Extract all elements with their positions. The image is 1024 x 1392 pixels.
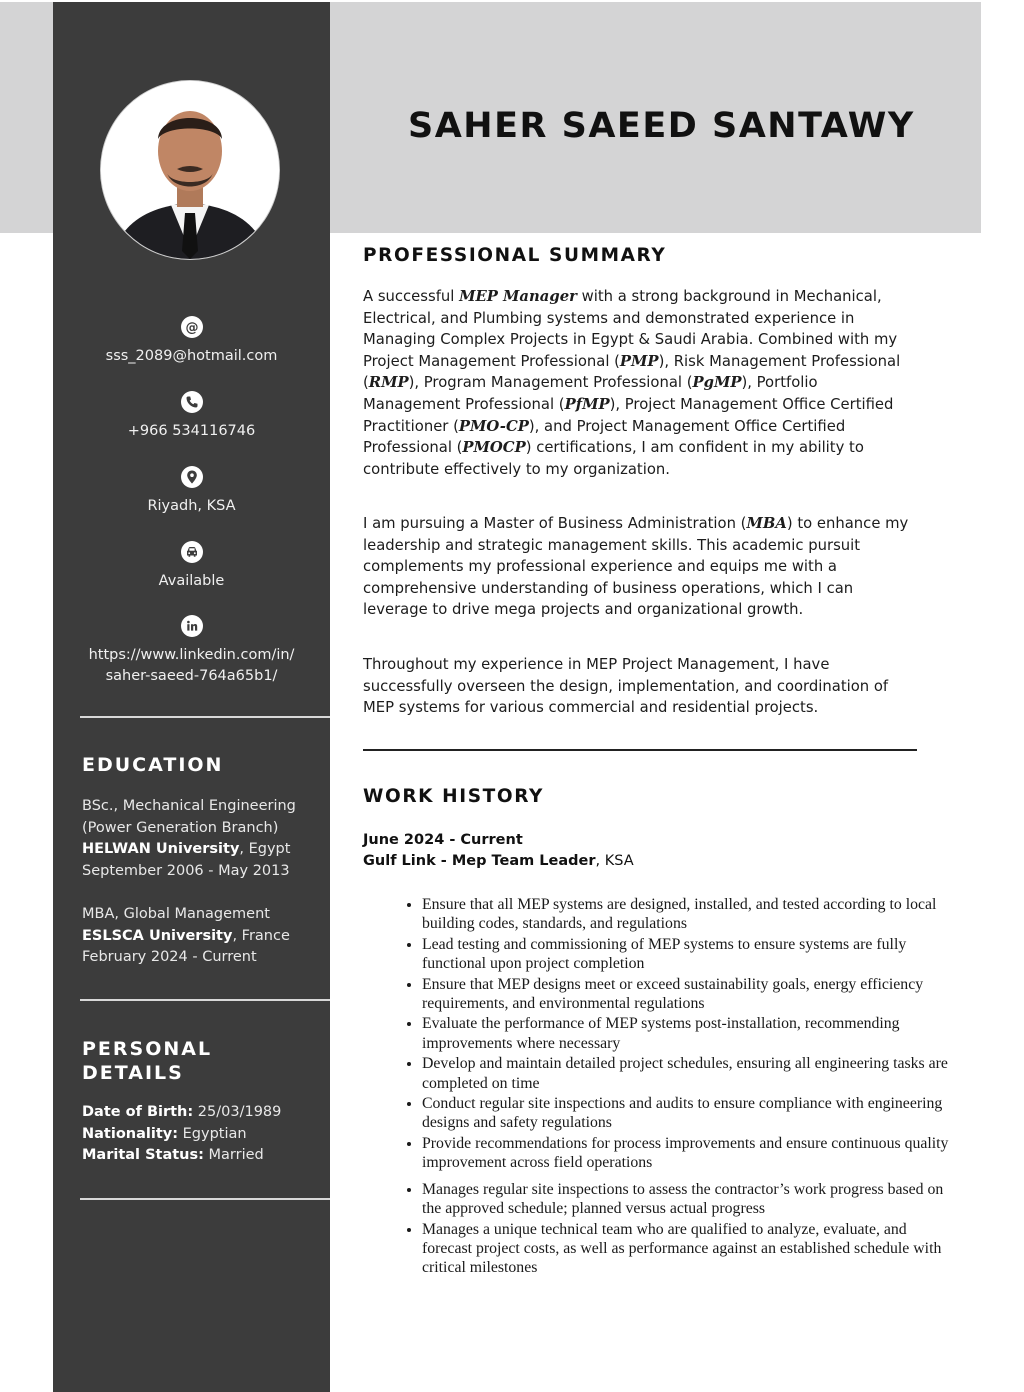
phone-text[interactable]: +966 534116746 — [127, 423, 256, 439]
list-item: • Conduct regular site inspections and audits to ensure compliance with engineering designs and safety regulations — [422, 1094, 957, 1133]
degree-line: MBA, Global Management — [82, 906, 270, 922]
list-item: • Lead testing and commissioning of MEP systems to ensure systems are fully functional upon project completion — [422, 935, 957, 974]
summary-paragraph-1: A successful MEP Manager with a strong background in Mechanical, Electrical, and Plumbing systems and demonstrated experience in Managing Complex Projects in Egypt & Saudi Arabia. Combined with my Project Management Professional (PMP), Risk Management Professional (RMP), Program Management Professional (PgMP), Portfolio Management Professional (PfMP), Project Management Office Certified Practitioner (PMO-CP), and Project Management Office Certified Professional (PMOCP) certifications, I am confident in my ability to contribute effectively to my organization. — [363, 288, 901, 478]
list-item: • Provide recommendations for process improvements and ensure continuous quality improvement across field operations — [422, 1134, 957, 1173]
marital-label: Marital Status: — [82, 1147, 204, 1163]
job-dates: June 2024 - Current — [363, 832, 523, 848]
car-icon — [181, 541, 203, 563]
list-item: • Ensure that MEP designs meet or exceed sustainability goals, energy efficiency requirements, and environmental regulations — [422, 975, 957, 1014]
education-dates: September 2006 - May 2013 — [82, 862, 290, 879]
summary-paragraph-2: I am pursuing a Master of Business Administration (MBA) to enhance my leadership and strategic management skills. This academic pursuit complements my professional experience and equips me with a comprehensive understanding of business operations, which I can leverage to drive mega projects and organizational growth. — [363, 515, 909, 619]
sidebar-divider — [80, 716, 330, 718]
school-name: ESLSCA University — [82, 927, 233, 944]
list-item: • Manages a unique technical team who are qualified to analyze, evaluate, and forecast project costs, as well as performance against an established schedule with critical milestones — [422, 1220, 957, 1278]
contact-email[interactable] — [53, 316, 330, 367]
candidate-name: SAHER SAEED SANTAWY — [408, 106, 915, 146]
person-portrait-icon — [101, 81, 279, 259]
job-role: Gulf Link - Mep Team Leader — [363, 853, 596, 869]
education-dates: February 2024 - Current — [82, 949, 257, 965]
availability-text: Available — [158, 573, 225, 589]
degree-line: BSc., Mechanical Engineering — [82, 798, 296, 814]
linkedin-url-line-2[interactable]: saher-saeed-764a65b1/ — [105, 668, 278, 684]
personal-details — [82, 1102, 281, 1167]
sidebar-divider — [80, 1198, 330, 1200]
summary-heading: PROFESSIONAL SUMMARY — [363, 245, 667, 266]
location-text: Riyadh, KSA — [147, 498, 236, 514]
job-duties-list — [384, 895, 957, 1279]
personal-details-heading — [82, 1037, 212, 1085]
linkedin-url-line-1[interactable]: https://www.linkedin.com/in/ — [88, 647, 295, 663]
education-heading: EDUCATION — [82, 754, 224, 776]
profile-photo — [101, 81, 279, 259]
job-header — [363, 830, 634, 872]
personal-heading-line-2: DETAILS — [82, 1062, 184, 1084]
header-band-left — [0, 2, 53, 233]
nationality-value: Egyptian — [178, 1125, 247, 1142]
list-item: • Manages regular site inspections to assess the contractor’s work progress based on the approved schedule; planned versus actual progress — [422, 1180, 957, 1219]
svg-text:@: @ — [185, 320, 198, 336]
nationality-label: Nationality: — [82, 1125, 179, 1142]
section-divider — [363, 749, 917, 751]
email-text[interactable]: sss_2089@hotmail.com — [105, 348, 278, 364]
contact-availability — [53, 541, 330, 592]
at-sign-icon — [181, 316, 203, 338]
personal-heading-line-1: PERSONAL — [82, 1038, 213, 1060]
list-item: • Ensure that all MEP systems are designed, installed, and tested according to local building codes, standards, and regulations — [422, 895, 957, 934]
sidebar-divider — [80, 999, 330, 1001]
work-history-heading: WORK HISTORY — [363, 786, 545, 807]
linkedin-icon — [181, 615, 203, 637]
school-location: , Egypt — [239, 841, 291, 857]
contact-location — [53, 466, 330, 517]
marital-value: Married — [203, 1147, 264, 1163]
list-item: • Evaluate the performance of MEP systems post-installation, recommending improvements where necessary — [422, 1014, 957, 1053]
job-location: , KSA — [595, 853, 634, 869]
contact-linkedin[interactable] — [53, 615, 330, 687]
summary-paragraph-3: Throughout my experience in MEP Project Management, I have successfully overseen the design, implementation, and coordination of MEP systems for various commercial and residential projects. — [363, 656, 889, 717]
school-location: , France — [232, 927, 290, 944]
dob-value: 25/03/1989 — [193, 1104, 282, 1120]
education-entry — [82, 796, 296, 882]
location-pin-icon — [181, 466, 203, 488]
degree-line: (Power Generation Branch) — [82, 819, 279, 836]
education-entry — [82, 904, 290, 969]
list-item: • Develop and maintain detailed project schedules, ensuring all engineering tasks are completed on time — [422, 1054, 957, 1093]
school-name: HELWAN University — [82, 841, 240, 857]
phone-icon — [181, 391, 203, 413]
contact-phone[interactable] — [53, 391, 330, 442]
dob-label: Date of Birth: — [82, 1104, 194, 1120]
